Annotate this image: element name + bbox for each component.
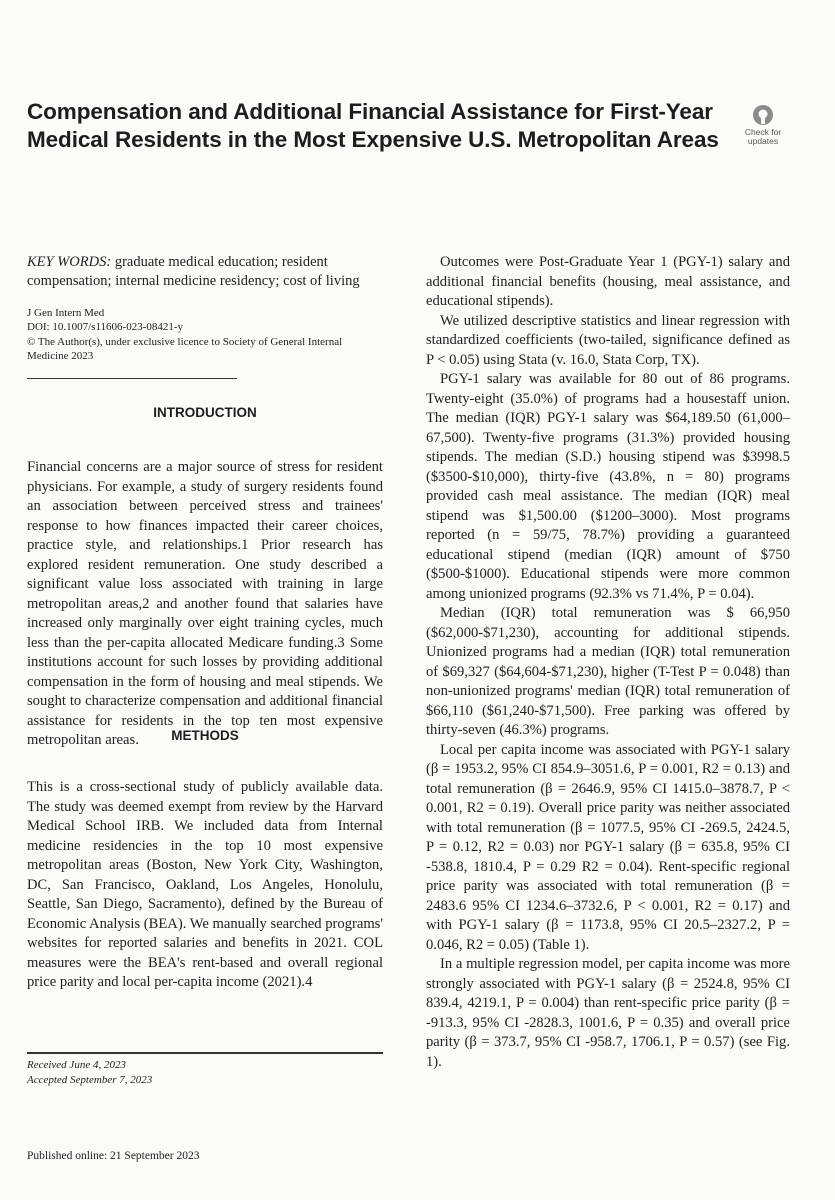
article-dates <box>27 1058 383 1088</box>
results-column <box>426 253 790 1072</box>
dates-divider <box>27 1052 383 1054</box>
article-title: Compensation and Additional Financial Assistance for First-Year Medical Residents in the Most Expensive U.S. Metropolitan Areas <box>27 99 719 152</box>
received-date: Received June 4, 2023 <box>27 1059 126 1071</box>
introduction-heading: INTRODUCTION <box>153 405 257 420</box>
paragraph-statistics: We utilized descriptive statistics and linear regression with standardized coefficients (two-tailed, significance defined as P < 0.05) using Stata (v. 16.0, Stata Corp, TX). <box>426 312 790 368</box>
check-updates-icon <box>752 104 774 126</box>
methods-section <box>27 778 383 993</box>
keywords <box>27 253 383 291</box>
introduction-section <box>27 458 383 751</box>
paragraph-outcomes: Outcomes were Post-Graduate Year 1 (PGY-1) salary and additional financial benefits (housing, meal assistance, and educational stipends). <box>426 254 790 309</box>
journal-name: J Gen Intern Med <box>27 307 105 319</box>
introduction-text: Financial concerns are a major source of stress for resident physicians. For example, a study of surgery residents found an association between perceived stress and trainees' response to how finances impacted their career choices, practice style, and relationships.1 Prior research has explored resident remuneration. One study described a significant value loss associated with training in large metropolitan areas,2 and another found that salaries have increased only marginally over eight training cycles, much less than the per-capita allocated Medicare funding.3 Some institutions account for such losses by providing additional compensation in the form of housing and meal stipends. We sought to characterize compensation and additional financial assistance for residents in the top ten most expensive metropolitan areas. <box>27 459 383 748</box>
badge-line-2: updates <box>747 136 779 146</box>
published-date: Published online: 21 September 2023 <box>27 1150 200 1162</box>
accepted-date: Accepted September 7, 2023 <box>27 1074 153 1086</box>
keywords-label: KEY WORDS: <box>27 254 112 270</box>
meta-divider <box>27 378 237 379</box>
methods-heading: METHODS <box>171 728 239 743</box>
copyright: © The Author(s), under exclusive licence to Society of General Internal Medicine 2023 <box>27 335 343 362</box>
paragraph-remuneration: Median (IQR) total remuneration was $ 66,950 ($62,000-$71,230), accounting for additional stipends. Unionized programs had a median (IQR) total remuneration of $69,327 ($64,604-$71,230), higher (T-Test P = 0.048) than non-unionized programs' median (IQR) total remuneration of $66,110 ($61,240-$71,500). Free parking was offered by thirty-seven (46.3%) programs. <box>426 605 790 738</box>
check-for-updates-badge[interactable] <box>738 104 788 152</box>
doi[interactable]: DOI: 10.1007/s11606-023-08421-y <box>27 321 184 334</box>
paragraph-associations: Local per capita income was associated with PGY-1 salary (β = 1953.2, 95% CI 854.9–3051.6, P = 0.001, R2 = 0.13) and total remuneration (β = 2646.9, 95% CI 1415.0–3878.7, P < 0.001, R2 = 0.19). Overall price parity was neither associated with total remuneration (β = 1077.5, 95% CI -269.5, 2424.5, P = 0.12, R2 = 0.03) nor PGY-1 salary (β = 635.8, 95% CI -538.8, 1810.4, P = 0.29 R2 = 0.04). Rent-specific regional price parity was associated with total remuneration (β = 2483.6 95% CI 1234.6–3732.6, P < 0.001, R2 = 0.17) and with PGY-1 salary (β = 1173.8, 95% CI 20.5–2327.2, P = 0.046, R2 = 0.05) (Table 1). <box>426 741 790 953</box>
article-meta <box>27 306 383 363</box>
methods-text: This is a cross-sectional study of publicly available data. The study was deemed exempt from review by the Harvard Medical School IRB. We included data from Internal medicine residencies in the top 10 most expensive metropolitan areas (Boston, New York City, Washington, DC, San Francisco, Oakland, Los Angeles, Honolulu, Seattle, San Diego, Sacramento), defined by the Bureau of Economic Analysis (BEA). We manually searched programs' websites for reported salaries and benefits in 2021. COL measures were the BEA's rent-based and overall regional price parity and local per-capita income (2021).4 <box>27 779 383 990</box>
badge-line-1: Check for <box>744 127 782 137</box>
paragraph-salary: PGY-1 salary was available for 80 out of 86 programs. Twenty-eight (35.0%) of programs had a housestaff union. The median (IQR) PGY-1 salary was $64,189.50 (61,000–67,500). Twenty-five programs (31.3%) provided housing stipends. The median (S.D.) housing stipend was $3998.5 ($3500-$10,000), thirty-five (43.8%, n = 80) programs provided cash meal assistance. The median (IQR) meal stipend was $1,500.00 ($1200–3000). Most programs reported (n = 59/75, 78.7%) providing a guaranteed educational stipend (median (IQR) amount of $750 ($500-$1000). Educational stipends were more common among unionized programs (92.3% vs 71.4%, P = 0.04). <box>426 371 790 602</box>
keywords-text: graduate medical education; resident compensation; internal medicine residency; cost of living <box>27 254 360 289</box>
paragraph-regression: In a multiple regression model, per capita income was more strongly associated with PGY-1 salary (β = 2524.8, 95% CI 839.4, 4219.1, P = 0.004) than rent-specific price parity (β = -913.3, 95% CI -2828.3, 1001.6, P = 0.35) and overall price parity (β = 373.7, 95% CI -958.7, 1706.1, P = 0.57) (see Fig. 1). <box>426 956 790 1070</box>
